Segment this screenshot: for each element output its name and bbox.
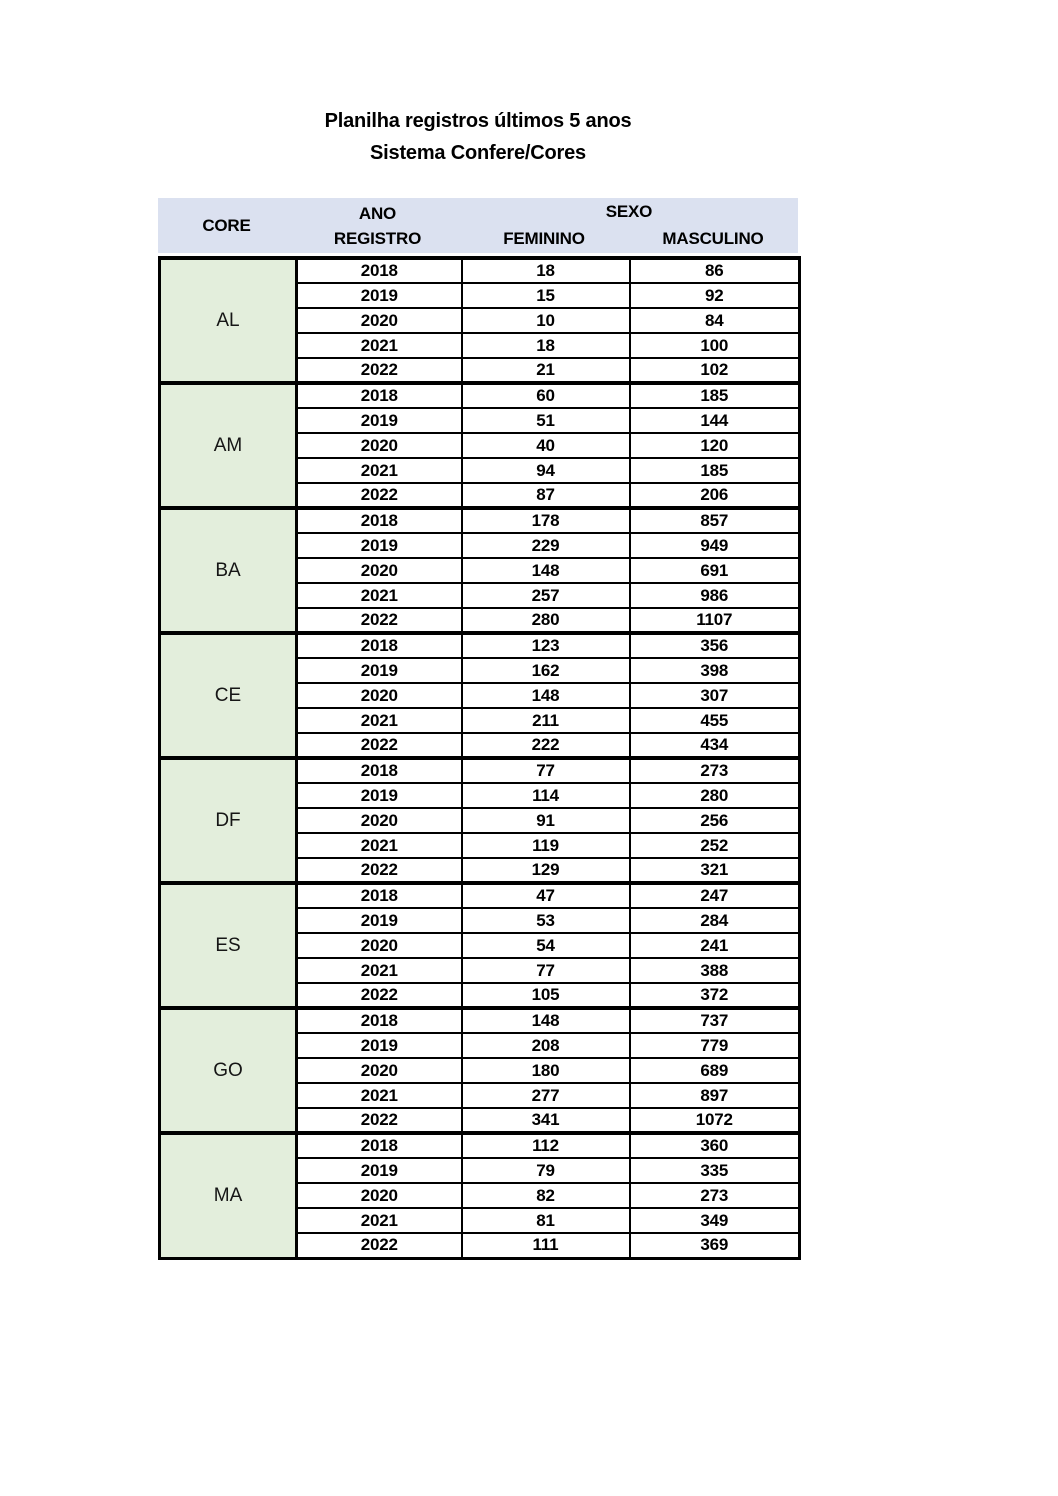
masculino-cell: 92 [630,283,800,308]
masculino-cell: 369 [630,1233,800,1258]
year-cell: 2020 [297,433,462,458]
table-row [160,258,800,283]
masculino-cell: 185 [630,383,800,408]
feminino-cell: 105 [462,983,630,1008]
year-cell: 2020 [297,558,462,583]
table-row [160,1133,800,1158]
year-cell: 2021 [297,333,462,358]
table-row [160,383,800,408]
feminino-cell: 79 [462,1158,630,1183]
masculino-cell: 273 [630,758,800,783]
year-cell: 2018 [297,1133,462,1158]
year-cell: 2021 [297,1083,462,1108]
feminino-cell: 87 [462,483,630,508]
masculino-cell: 779 [630,1033,800,1058]
feminino-cell: 119 [462,833,630,858]
year-cell: 2020 [297,808,462,833]
feminino-cell: 114 [462,783,630,808]
feminino-cell: 162 [462,658,630,683]
year-cell: 2022 [297,983,462,1008]
masculino-cell: 897 [630,1083,800,1108]
year-cell: 2018 [297,883,462,908]
page-subtitle: Sistema Confere/Cores [370,142,586,164]
masculino-cell: 86 [630,258,800,283]
year-cell: 2018 [297,508,462,533]
masculino-cell: 949 [630,533,800,558]
year-cell: 2022 [297,733,462,758]
masculino-cell: 689 [630,1058,800,1083]
year-cell: 2022 [297,1233,462,1258]
masculino-cell: 986 [630,583,800,608]
year-cell: 2021 [297,958,462,983]
feminino-cell: 54 [462,933,630,958]
feminino-cell: 15 [462,283,630,308]
masculino-cell: 360 [630,1133,800,1158]
feminino-cell: 148 [462,683,630,708]
year-cell: 2021 [297,1208,462,1233]
year-cell: 2018 [297,758,462,783]
core-cell: MA [160,1133,297,1258]
table-row [160,1008,800,1033]
core-cell: GO [160,1008,297,1133]
feminino-cell: 94 [462,458,630,483]
header-feminino: FEMININO [503,229,585,248]
year-cell: 2021 [297,583,462,608]
masculino-cell: 284 [630,908,800,933]
year-cell: 2019 [297,783,462,808]
feminino-cell: 178 [462,508,630,533]
year-cell: 2020 [297,308,462,333]
core-cell: DF [160,758,297,883]
header-core: CORE [202,215,251,235]
masculino-cell: 206 [630,483,800,508]
masculino-cell: 1107 [630,608,800,633]
feminino-cell: 257 [462,583,630,608]
header-ano-line2: REGISTRO [333,228,422,248]
header-ano-line1: ANO [358,203,397,223]
year-cell: 2022 [297,1108,462,1133]
masculino-cell: 84 [630,308,800,333]
feminino-cell: 280 [462,608,630,633]
feminino-cell: 129 [462,858,630,883]
year-cell: 2022 [297,358,462,383]
feminino-cell: 81 [462,1208,630,1233]
feminino-cell: 148 [462,1008,630,1033]
core-cell: ES [160,883,297,1008]
feminino-cell: 211 [462,708,630,733]
masculino-cell: 256 [630,808,800,833]
year-cell: 2019 [297,283,462,308]
masculino-cell: 280 [630,783,800,808]
feminino-cell: 180 [462,1058,630,1083]
year-cell: 2018 [297,1008,462,1033]
table-row [160,883,800,908]
year-cell: 2021 [297,833,462,858]
feminino-cell: 341 [462,1108,630,1133]
year-cell: 2018 [297,258,462,283]
year-cell: 2021 [297,458,462,483]
masculino-cell: 252 [630,833,800,858]
masculino-cell: 247 [630,883,800,908]
feminino-cell: 222 [462,733,630,758]
core-cell: BA [160,508,297,633]
year-cell: 2022 [297,608,462,633]
core-cell: CE [160,633,297,758]
header-masculino: MASCULINO [662,229,764,248]
masculino-cell: 1072 [630,1108,800,1133]
feminino-cell: 208 [462,1033,630,1058]
year-cell: 2018 [297,633,462,658]
masculino-cell: 737 [630,1008,800,1033]
masculino-cell: 398 [630,658,800,683]
header-ano-registro [295,198,460,253]
masculino-cell: 434 [630,733,800,758]
registry-table-body [160,258,800,1258]
feminino-cell: 18 [462,333,630,358]
masculino-cell: 335 [630,1158,800,1183]
feminino-cell: 40 [462,433,630,458]
feminino-cell: 21 [462,358,630,383]
feminino-cell: 91 [462,808,630,833]
feminino-cell: 123 [462,633,630,658]
feminino-cell: 18 [462,258,630,283]
year-cell: 2020 [297,1058,462,1083]
masculino-cell: 455 [630,708,800,733]
page-title: Planilha registros últimos 5 anos [324,110,632,132]
masculino-cell: 144 [630,408,800,433]
registry-table [158,256,801,1260]
spreadsheet-page [158,108,798,1260]
year-cell: 2018 [297,383,462,408]
year-cell: 2019 [297,1033,462,1058]
feminino-cell: 277 [462,1083,630,1108]
masculino-cell: 100 [630,333,800,358]
year-cell: 2019 [297,1158,462,1183]
masculino-cell: 241 [630,933,800,958]
core-cell: AL [160,258,297,383]
year-cell: 2022 [297,858,462,883]
table-header [158,198,798,253]
table-row [160,508,800,533]
masculino-cell: 321 [630,858,800,883]
feminino-cell: 53 [462,908,630,933]
feminino-cell: 77 [462,758,630,783]
table-row [160,758,800,783]
year-cell: 2019 [297,408,462,433]
masculino-cell: 372 [630,983,800,1008]
year-cell: 2020 [297,933,462,958]
year-cell: 2022 [297,483,462,508]
masculino-cell: 307 [630,683,800,708]
masculino-cell: 388 [630,958,800,983]
header-sexo: SEXO [605,201,653,221]
masculino-cell: 857 [630,508,800,533]
year-cell: 2019 [297,908,462,933]
feminino-cell: 10 [462,308,630,333]
feminino-cell: 47 [462,883,630,908]
core-cell: AM [160,383,297,508]
table-row [160,633,800,658]
feminino-cell: 229 [462,533,630,558]
feminino-cell: 82 [462,1183,630,1208]
masculino-cell: 356 [630,633,800,658]
feminino-cell: 148 [462,558,630,583]
feminino-cell: 77 [462,958,630,983]
year-cell: 2019 [297,533,462,558]
feminino-cell: 60 [462,383,630,408]
masculino-cell: 120 [630,433,800,458]
masculino-cell: 691 [630,558,800,583]
feminino-cell: 51 [462,408,630,433]
feminino-cell: 111 [462,1233,630,1258]
masculino-cell: 349 [630,1208,800,1233]
feminino-cell: 112 [462,1133,630,1158]
masculino-cell: 185 [630,458,800,483]
masculino-cell: 102 [630,358,800,383]
year-cell: 2021 [297,708,462,733]
year-cell: 2020 [297,683,462,708]
year-cell: 2019 [297,658,462,683]
year-cell: 2020 [297,1183,462,1208]
masculino-cell: 273 [630,1183,800,1208]
